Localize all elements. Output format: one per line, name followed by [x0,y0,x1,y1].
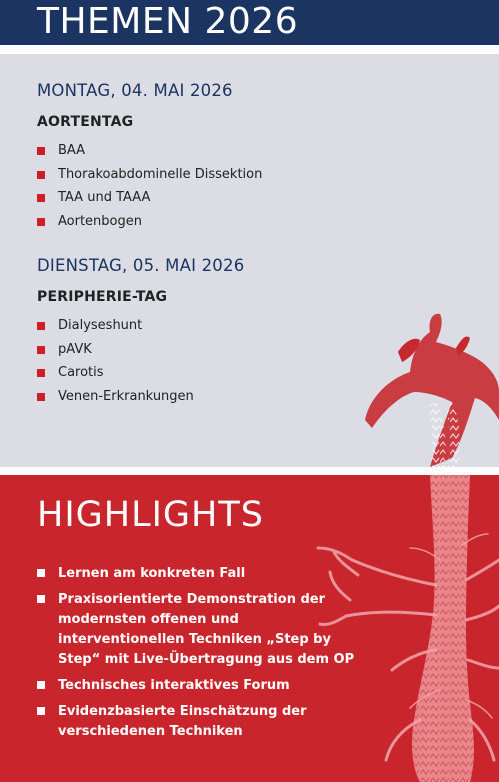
square-bullet-icon [37,595,45,603]
square-bullet-icon [37,569,45,577]
highlights-list [37,564,357,742]
day-1-date: MONTAG, 04. MAI 2026 [37,81,233,100]
page-title: THEMEN 2026 [37,1,299,42]
header-band [0,0,499,45]
square-bullet-icon [37,194,45,202]
highlight-item: Evidenzbasierte Einschätzung der verschiedenen Techniken [37,702,357,742]
highlight-item: Technisches interaktives Forum [37,676,357,696]
square-bullet-icon [37,369,45,377]
day-1-title: AORTENTAG [37,114,134,130]
highlights-panel [0,475,499,782]
square-bullet-icon [37,147,45,155]
square-bullet-icon [37,218,45,226]
topics-panel: MONTAG, 04. MAI 2026 AORTENTAG BAA Thorakoabdominelle Dissektion TAA und TAAA Aortenbogen DIENSTAG, 05. MAI 2026 PERIPHERIE-TAG Dialyseshunt pAVK Carotis Venen-Erkrankungen [0,54,499,467]
highlights-title: HIGHLIGHTS [37,495,264,535]
square-bullet-icon [37,171,45,179]
square-bullet-icon [37,393,45,401]
day-2-title: PERIPHERIE-TAG [37,289,168,305]
highlight-item: Lernen am konkreten Fall [37,564,357,584]
highlight-item: Praxisorientierte Demonstration der modernsten offenen und interventionellen Techniken „Step by Step“ mit Live-Übertragung aus dem OP [37,590,357,670]
day-2-date: DIENSTAG, 05. MAI 2026 [37,256,245,275]
square-bullet-icon [37,322,45,330]
square-bullet-icon [37,346,45,354]
square-bullet-icon [37,681,45,689]
square-bullet-icon [37,707,45,715]
